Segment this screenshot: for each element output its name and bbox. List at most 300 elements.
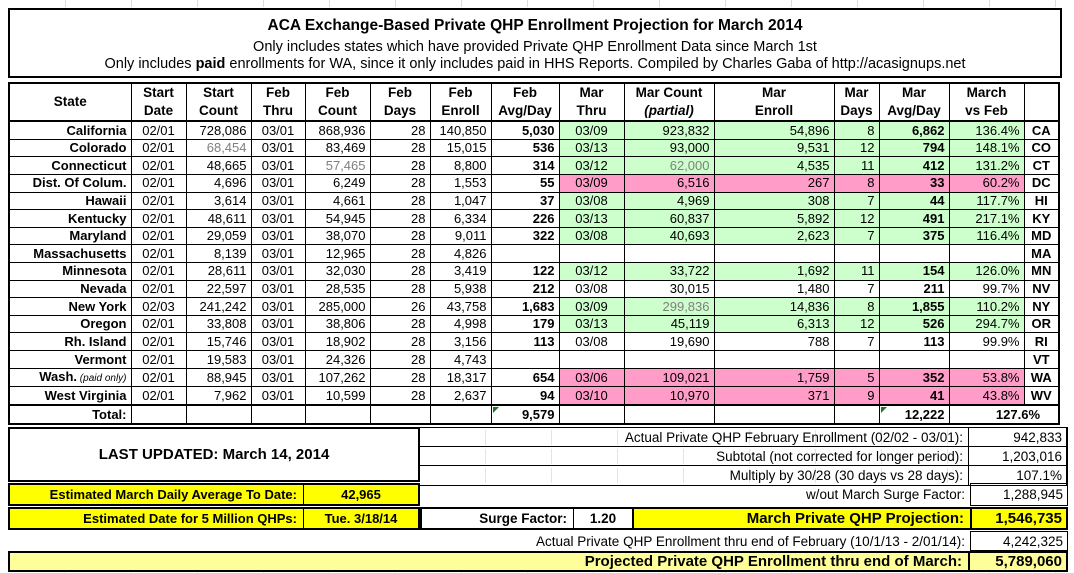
subtitle-1: Only includes states which have provided Private QHP Enrollment Data since March 1st <box>253 39 817 55</box>
total-cell-feb-days <box>370 405 430 424</box>
cell-feb-days: 26 <box>370 298 430 316</box>
cell-start-count: 28,611 <box>186 262 251 280</box>
cell-feb-enroll: 9,011 <box>430 227 491 245</box>
cell-state: West Virginia <box>9 387 131 405</box>
cell-feb-avg: 314 <box>491 157 559 175</box>
cell-mar-thru: 03/13 <box>559 139 624 157</box>
cell-code: WA <box>1024 368 1059 387</box>
cell-vs-feb: 53.8% <box>949 368 1024 387</box>
cell-mar-thru: 03/12 <box>559 262 624 280</box>
cell-mar-avg: 794 <box>879 139 949 157</box>
subtitle-2-post: enrollments for WA, since it only includes paid in HHS Reports. Compiled by Charles Gaba of http://acasignups.net <box>225 56 966 72</box>
total-row <box>9 405 1059 424</box>
actual-thru-feb-row <box>8 531 1068 551</box>
col-header-start_count: Start Count <box>186 83 251 121</box>
total-cell-feb-count <box>305 405 370 424</box>
cell-mar-enroll <box>714 245 834 263</box>
cell-mar-enroll: 1,692 <box>714 262 834 280</box>
page-title: ACA Exchange-Based Private QHP Enrollment Projection for March 2014 <box>267 17 803 34</box>
col-header-feb_days: Feb Days <box>370 83 430 121</box>
subtotal-label: Subtotal (not corrected for longer period): <box>420 449 968 464</box>
cell-mar-avg <box>879 245 949 263</box>
cell-feb-enroll: 2,637 <box>430 387 491 405</box>
cell-vs-feb <box>949 245 1024 263</box>
cell-mar-enroll: 1,759 <box>714 368 834 387</box>
cell-mar-thru: 03/08 <box>559 227 624 245</box>
cell-feb-days: 28 <box>370 210 430 228</box>
cell-code: MD <box>1024 227 1059 245</box>
cell-feb-count: 38,070 <box>305 227 370 245</box>
subtitle-2-bold: paid <box>195 56 226 72</box>
cell-feb-count: 18,902 <box>305 333 370 351</box>
cell-state: Massachusetts <box>9 245 131 263</box>
cell-mar-enroll: 4,535 <box>714 157 834 175</box>
cell-mar-avg: 1,855 <box>879 298 949 316</box>
cell-state: Wash. (paid only) <box>9 368 131 387</box>
cell-feb-count: 83,469 <box>305 139 370 157</box>
cell-feb-days: 28 <box>370 139 430 157</box>
calc-rows <box>420 427 1068 486</box>
cell-mar-count: 62,000 <box>624 157 714 175</box>
cell-mar-enroll: 9,531 <box>714 139 834 157</box>
cell-feb-days: 28 <box>370 192 430 210</box>
cell-feb-thru: 03/01 <box>251 139 305 157</box>
col-header-start_date: Start Date <box>131 83 186 121</box>
cell-feb-thru: 03/01 <box>251 174 305 192</box>
cell-mar-count: 30,015 <box>624 280 714 298</box>
estimated-date-label: Estimated Date for 5 Million QHPs: <box>8 507 304 530</box>
total-cell-mar-avg: 12,222 <box>879 405 949 424</box>
cell-mar-thru <box>559 351 624 369</box>
title-box <box>8 8 1062 78</box>
total-cell-feb-avg: 9,579 <box>491 405 559 424</box>
cell-code: DC <box>1024 174 1059 192</box>
cell-mar-enroll <box>714 351 834 369</box>
cell-start-count: 7,962 <box>186 387 251 405</box>
cell-feb-thru: 03/01 <box>251 280 305 298</box>
cell-start-count: 728,086 <box>186 121 251 139</box>
wout-surge-label: w/out March Surge Factor: <box>805 487 965 502</box>
cell-feb-thru: 03/01 <box>251 368 305 387</box>
cell-feb-enroll: 15,015 <box>430 139 491 157</box>
col-header-feb_enroll: Feb Enroll <box>430 83 491 121</box>
cell-feb-thru: 03/01 <box>251 315 305 333</box>
cell-start-count: 15,746 <box>186 333 251 351</box>
cell-start-date: 02/01 <box>131 210 186 228</box>
table-header-row <box>9 83 1059 121</box>
cell-mar-days: 12 <box>834 139 879 157</box>
cell-mar-enroll: 1,480 <box>714 280 834 298</box>
projected-march-value: 5,789,060 <box>968 553 1066 570</box>
cell-mar-enroll: 54,896 <box>714 121 834 139</box>
col-header-mar_avg: Mar Avg/Day <box>879 83 949 121</box>
cell-mar-days: 8 <box>834 121 879 139</box>
cell-mar-avg: 154 <box>879 262 949 280</box>
cell-mar-days: 5 <box>834 368 879 387</box>
cell-feb-count: 6,249 <box>305 174 370 192</box>
cell-state: Vermont <box>9 351 131 369</box>
cell-feb-days: 28 <box>370 245 430 263</box>
cell-feb-count: 12,965 <box>305 245 370 263</box>
cell-feb-count: 285,000 <box>305 298 370 316</box>
cell-mar-enroll: 14,836 <box>714 298 834 316</box>
cell-code: NY <box>1024 298 1059 316</box>
cell-mar-count: 10,970 <box>624 387 714 405</box>
total-cell-state: Total: <box>9 405 131 424</box>
cell-mar-days <box>834 245 879 263</box>
cell-mar-thru: 03/08 <box>559 192 624 210</box>
cell-feb-days: 28 <box>370 174 430 192</box>
cell-mar-count: 45,119 <box>624 315 714 333</box>
total-cell-vs-feb: 127.6% <box>949 405 1059 424</box>
wout-surge-value: 1,288,945 <box>970 483 1068 506</box>
cell-feb-avg <box>491 245 559 263</box>
subtitle-2 <box>10 56 1060 72</box>
cell-mar-avg: 412 <box>879 157 949 175</box>
cell-code: VT <box>1024 351 1059 369</box>
cell-vs-feb: 110.2% <box>949 298 1024 316</box>
cell-mar-count: 19,690 <box>624 333 714 351</box>
cell-mar-avg: 6,862 <box>879 121 949 139</box>
cell-feb-thru: 03/01 <box>251 227 305 245</box>
table-row <box>9 139 1059 157</box>
cell-feb-enroll: 3,156 <box>430 333 491 351</box>
cell-mar-thru: 03/09 <box>559 174 624 192</box>
cell-start-count: 19,583 <box>186 351 251 369</box>
cell-feb-days: 28 <box>370 387 430 405</box>
feb-actual-value: 942,833 <box>968 428 1066 446</box>
col-header-mar_days: Mar Days <box>834 83 879 121</box>
cell-feb-count: 38,806 <box>305 315 370 333</box>
cell-feb-enroll: 3,419 <box>430 262 491 280</box>
cell-feb-thru: 03/01 <box>251 298 305 316</box>
cell-feb-avg: 179 <box>491 315 559 333</box>
gridline-strip-top <box>0 0 1074 7</box>
cell-feb-days: 28 <box>370 280 430 298</box>
surge-factor-value: 1.20 <box>574 507 634 530</box>
col-header-mar_thru: Mar Thru <box>559 83 624 121</box>
cell-feb-avg: 55 <box>491 174 559 192</box>
table-row <box>9 351 1059 369</box>
cell-feb-thru: 03/01 <box>251 245 305 263</box>
cell-feb-count: 10,599 <box>305 387 370 405</box>
cell-mar-days: 7 <box>834 227 879 245</box>
cell-start-count: 48,611 <box>186 210 251 228</box>
last-updated-box <box>8 427 420 482</box>
cell-mar-days: 11 <box>834 262 879 280</box>
cell-feb-avg: 536 <box>491 139 559 157</box>
cell-feb-enroll: 4,826 <box>430 245 491 263</box>
cell-code: CA <box>1024 121 1059 139</box>
calc-row-feb-actual <box>420 428 1066 447</box>
cell-feb-days: 28 <box>370 315 430 333</box>
col-header-vs_feb: March vs Feb <box>949 83 1024 121</box>
table-row <box>9 157 1059 175</box>
cell-mar-days: 7 <box>834 333 879 351</box>
table-row <box>9 245 1059 263</box>
cell-mar-days <box>834 351 879 369</box>
cell-start-count: 29,059 <box>186 227 251 245</box>
total-cell-start-count <box>186 405 251 424</box>
multiply-value: 107.1% <box>968 466 1066 485</box>
table-row <box>9 315 1059 333</box>
cell-code: HI <box>1024 192 1059 210</box>
cell-feb-count: 868,936 <box>305 121 370 139</box>
calc-row-subtotal <box>420 447 1066 466</box>
cell-mar-days: 7 <box>834 280 879 298</box>
cell-start-date: 02/01 <box>131 333 186 351</box>
col-header-mar_enroll: Mar Enroll <box>714 83 834 121</box>
cell-code: RI <box>1024 333 1059 351</box>
multiply-label: Multiply by 30/28 (30 days vs 28 days): <box>420 468 968 483</box>
cell-code: MN <box>1024 262 1059 280</box>
cell-feb-thru: 03/01 <box>251 333 305 351</box>
cell-feb-enroll: 4,998 <box>430 315 491 333</box>
cell-mar-avg: 113 <box>879 333 949 351</box>
cell-feb-avg: 654 <box>491 368 559 387</box>
cell-mar-avg: 526 <box>879 315 949 333</box>
cell-mar-enroll: 788 <box>714 333 834 351</box>
cell-start-count: 88,945 <box>186 368 251 387</box>
cell-feb-days: 28 <box>370 262 430 280</box>
total-cell-mar-count <box>624 405 714 424</box>
march-projection-label: March Private QHP Projection: <box>634 507 970 530</box>
cell-mar-count: 923,832 <box>624 121 714 139</box>
cell-feb-enroll: 1,047 <box>430 192 491 210</box>
total-cell-feb-thru <box>251 405 305 424</box>
cell-vs-feb: 117.7% <box>949 192 1024 210</box>
cell-mar-enroll: 308 <box>714 192 834 210</box>
cell-code: KY <box>1024 210 1059 228</box>
cell-vs-feb: 99.9% <box>949 333 1024 351</box>
cell-feb-days: 28 <box>370 351 430 369</box>
cell-code: MA <box>1024 245 1059 263</box>
cell-state: Maryland <box>9 227 131 245</box>
cell-feb-enroll: 140,850 <box>430 121 491 139</box>
cell-vs-feb: 43.8% <box>949 387 1024 405</box>
cell-start-count: 68,454 <box>186 139 251 157</box>
cell-start-count: 3,614 <box>186 192 251 210</box>
cell-code: NV <box>1024 280 1059 298</box>
table-row <box>9 227 1059 245</box>
cell-mar-avg: 211 <box>879 280 949 298</box>
cell-mar-thru: 03/10 <box>559 387 624 405</box>
cell-vs-feb: 148.1% <box>949 139 1024 157</box>
cell-code: OR <box>1024 315 1059 333</box>
projected-march-label: Projected Private QHP Enrollment thru end of March: <box>584 553 962 570</box>
cell-feb-enroll: 43,758 <box>430 298 491 316</box>
cell-mar-thru <box>559 245 624 263</box>
cell-mar-enroll: 2,623 <box>714 227 834 245</box>
cell-mar-avg: 41 <box>879 387 949 405</box>
table-row <box>9 368 1059 387</box>
table-row <box>9 280 1059 298</box>
feb-actual-label: Actual Private QHP February Enrollment (02/02 - 03/01): <box>420 430 968 445</box>
cell-vs-feb: 294.7% <box>949 315 1024 333</box>
col-header-code <box>1024 83 1059 121</box>
cell-feb-thru: 03/01 <box>251 210 305 228</box>
cell-mar-count: 6,516 <box>624 174 714 192</box>
cell-feb-avg: 122 <box>491 262 559 280</box>
cell-code: WV <box>1024 387 1059 405</box>
cell-start-date: 02/01 <box>131 227 186 245</box>
cell-state: Hawaii <box>9 192 131 210</box>
cell-mar-avg: 491 <box>879 210 949 228</box>
cell-vs-feb: 131.2% <box>949 157 1024 175</box>
cell-mar-count: 299,836 <box>624 298 714 316</box>
cell-mar-days: 12 <box>834 315 879 333</box>
cell-feb-thru: 03/01 <box>251 157 305 175</box>
col-header-feb_count: Feb Count <box>305 83 370 121</box>
cell-start-count: 4,696 <box>186 174 251 192</box>
cell-start-count: 22,597 <box>186 280 251 298</box>
cell-start-date: 02/01 <box>131 245 186 263</box>
table-row <box>9 262 1059 280</box>
enrollment-table <box>8 82 1060 425</box>
cell-mar-thru: 03/08 <box>559 280 624 298</box>
cell-start-date: 02/01 <box>131 139 186 157</box>
march-projection-value: 1,546,735 <box>970 507 1068 530</box>
cell-feb-days: 28 <box>370 368 430 387</box>
cell-state: Oregon <box>9 315 131 333</box>
cell-mar-count: 93,000 <box>624 139 714 157</box>
cell-start-date: 02/01 <box>131 121 186 139</box>
col-header-state: State <box>9 83 131 121</box>
cell-start-date: 02/01 <box>131 192 186 210</box>
cell-feb-count: 32,030 <box>305 262 370 280</box>
subtitle-2-pre: Only includes <box>104 56 196 72</box>
cell-mar-count: 4,969 <box>624 192 714 210</box>
cell-feb-count: 28,535 <box>305 280 370 298</box>
cell-mar-count: 40,693 <box>624 227 714 245</box>
cell-start-date: 02/01 <box>131 280 186 298</box>
cell-mar-enroll: 5,892 <box>714 210 834 228</box>
total-cell-mar-thru <box>559 405 624 424</box>
cell-vs-feb: 60.2% <box>949 174 1024 192</box>
cell-mar-thru: 03/13 <box>559 315 624 333</box>
cell-start-date: 02/01 <box>131 262 186 280</box>
cell-feb-days: 28 <box>370 157 430 175</box>
cell-mar-enroll: 267 <box>714 174 834 192</box>
cell-mar-avg: 352 <box>879 368 949 387</box>
cell-feb-avg: 94 <box>491 387 559 405</box>
table-row <box>9 174 1059 192</box>
cell-mar-count: 109,021 <box>624 368 714 387</box>
cell-feb-days: 28 <box>370 121 430 139</box>
cell-start-count: 48,665 <box>186 157 251 175</box>
cell-mar-count: 60,837 <box>624 210 714 228</box>
cell-feb-count: 54,945 <box>305 210 370 228</box>
cell-feb-thru: 03/01 <box>251 262 305 280</box>
cell-feb-enroll: 4,743 <box>430 351 491 369</box>
cell-start-count: 33,808 <box>186 315 251 333</box>
cell-feb-enroll: 1,553 <box>430 174 491 192</box>
estimated-date-value: Tue. 3/18/14 <box>304 507 420 530</box>
cell-mar-days: 9 <box>834 387 879 405</box>
cell-state: Rh. Island <box>9 333 131 351</box>
table-row <box>9 387 1059 405</box>
cell-vs-feb: 116.4% <box>949 227 1024 245</box>
cell-code: CO <box>1024 139 1059 157</box>
cell-feb-thru: 03/01 <box>251 192 305 210</box>
actual-thru-feb-value: 4,242,325 <box>970 531 1068 551</box>
total-cell-mar-days <box>834 405 879 424</box>
cell-start-date: 02/01 <box>131 351 186 369</box>
cell-vs-feb: 136.4% <box>949 121 1024 139</box>
cell-code: CT <box>1024 157 1059 175</box>
cell-vs-feb <box>949 351 1024 369</box>
cell-feb-count: 107,262 <box>305 368 370 387</box>
cell-feb-count: 24,326 <box>305 351 370 369</box>
cell-mar-days: 8 <box>834 174 879 192</box>
actual-thru-feb-label: Actual Private QHP Enrollment thru end of February (10/1/13 - 2/01/14): <box>536 533 965 549</box>
projected-march-row <box>8 551 1068 572</box>
cell-start-date: 02/01 <box>131 368 186 387</box>
total-cell-start-date <box>131 405 186 424</box>
cell-start-date: 02/03 <box>131 298 186 316</box>
cell-mar-thru: 03/09 <box>559 298 624 316</box>
cell-mar-days: 8 <box>834 298 879 316</box>
cell-feb-avg: 1,683 <box>491 298 559 316</box>
cell-vs-feb: 217.1% <box>949 210 1024 228</box>
cell-mar-avg: 33 <box>879 174 949 192</box>
cell-feb-days: 28 <box>370 333 430 351</box>
cell-mar-days: 12 <box>834 210 879 228</box>
col-header-mar_count: Mar Count (partial) <box>624 83 714 121</box>
cell-feb-avg: 322 <box>491 227 559 245</box>
cell-state: Kentucky <box>9 210 131 228</box>
cell-mar-count <box>624 351 714 369</box>
cell-state: Connecticut <box>9 157 131 175</box>
cell-mar-avg <box>879 351 949 369</box>
cell-feb-thru: 03/01 <box>251 351 305 369</box>
cell-vs-feb: 126.0% <box>949 262 1024 280</box>
cell-mar-enroll: 6,313 <box>714 315 834 333</box>
cell-mar-avg: 375 <box>879 227 949 245</box>
cell-mar-thru: 03/08 <box>559 333 624 351</box>
surge-factor-label: Surge Factor: <box>420 507 574 530</box>
total-cell-feb-enroll <box>430 405 491 424</box>
cell-feb-days: 28 <box>370 227 430 245</box>
cell-feb-avg: 113 <box>491 333 559 351</box>
cell-feb-enroll: 6,334 <box>430 210 491 228</box>
estimated-daily-value: 42,965 <box>304 483 420 506</box>
col-header-feb_avg: Feb Avg/Day <box>491 83 559 121</box>
cell-start-date: 02/01 <box>131 174 186 192</box>
projection-row <box>8 507 1068 530</box>
cell-mar-days: 11 <box>834 157 879 175</box>
cell-start-date: 02/01 <box>131 315 186 333</box>
cell-feb-count: 4,661 <box>305 192 370 210</box>
cell-feb-enroll: 18,317 <box>430 368 491 387</box>
cell-start-count: 241,242 <box>186 298 251 316</box>
cell-mar-days: 7 <box>834 192 879 210</box>
cell-mar-enroll: 371 <box>714 387 834 405</box>
table-row <box>9 192 1059 210</box>
cell-state: Colorado <box>9 139 131 157</box>
cell-state: New York <box>9 298 131 316</box>
cell-feb-enroll: 8,800 <box>430 157 491 175</box>
cell-feb-count: 57,465 <box>305 157 370 175</box>
cell-feb-enroll: 5,938 <box>430 280 491 298</box>
cell-mar-count: 33,722 <box>624 262 714 280</box>
total-cell-mar-enroll <box>714 405 834 424</box>
cell-feb-avg: 226 <box>491 210 559 228</box>
estimated-daily-row <box>8 483 1068 506</box>
cell-feb-avg: 5,030 <box>491 121 559 139</box>
cell-state: California <box>9 121 131 139</box>
cell-state: Dist. Of Colum. <box>9 174 131 192</box>
